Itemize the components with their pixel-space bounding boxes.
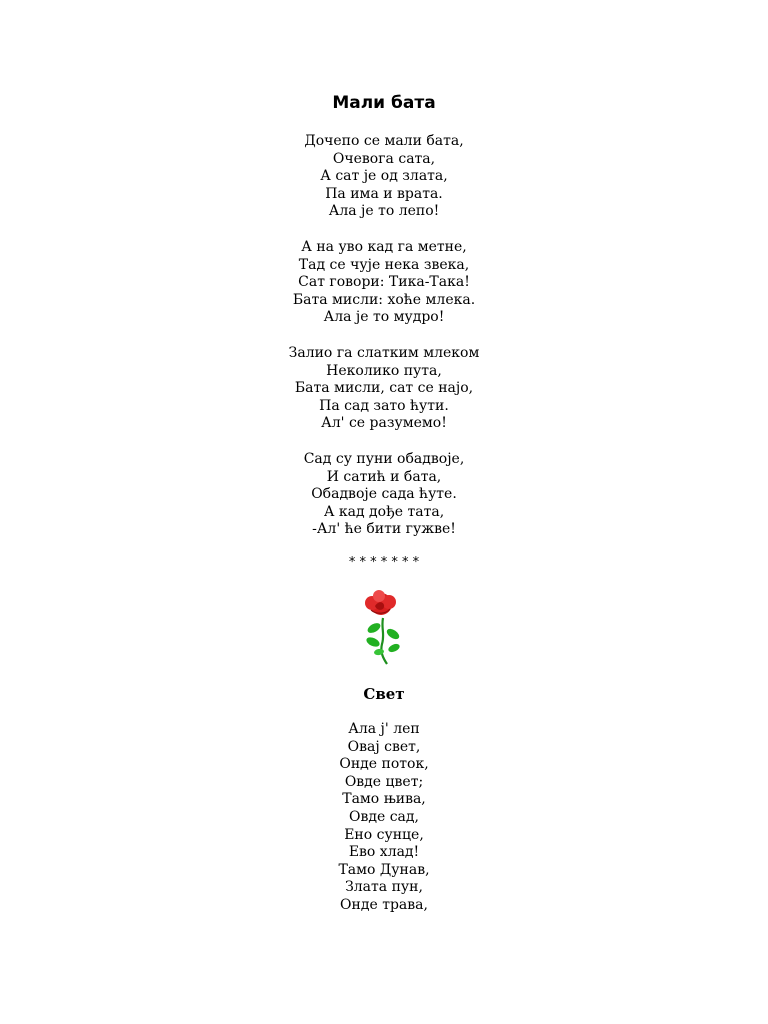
rose-icon	[357, 588, 409, 668]
poem-line: Очевога сата,	[332, 150, 436, 167]
poem-line: Па сад зато ћути.	[319, 397, 449, 414]
section-separator: * * * * * * *	[348, 555, 420, 570]
poem-title-mali-bata: Мали бата	[332, 93, 436, 113]
poem-line: Тад се чује нека звека,	[298, 256, 470, 273]
poem-stanza-3	[0, 345, 768, 433]
poem-line: Обадвоје сада ћуте.	[311, 486, 457, 503]
poem-line: Онде трава,	[340, 896, 428, 913]
poem-line: Неколико пута,	[326, 362, 442, 379]
poem-stanza-1	[0, 133, 768, 221]
poem-line: Ала је то мудро!	[323, 309, 445, 326]
poem-line: И сатић и бата,	[326, 468, 442, 485]
poem-line: Па има и врата.	[325, 185, 443, 202]
poem-line: А кад дође тата,	[323, 503, 445, 520]
poem-title-svet: Свет	[363, 685, 405, 703]
poem-line: Ено сунце,	[344, 826, 424, 843]
poem-line: -Ал' ће бити гужве!	[312, 521, 456, 538]
poem-stanza-svet	[0, 721, 768, 915]
poem-line: Ал' се разумемо!	[321, 415, 447, 432]
poem-line: Овај свет,	[347, 738, 421, 755]
poem-line: Онде поток,	[339, 756, 429, 773]
poem-line: Ала је то лепо!	[328, 203, 440, 220]
poem-stanza-2	[0, 239, 768, 327]
poem-line: Тамо Дунав,	[338, 861, 430, 878]
poem-stanza-4	[0, 451, 768, 539]
poem-line: Сад су пуни обадвоје,	[303, 451, 465, 467]
poem-line: Тамо њива,	[342, 791, 426, 808]
poem-line: Овде сад,	[349, 808, 419, 825]
poem-line: Дочепо се мали бата,	[304, 133, 464, 149]
poem-line: Бата мисли, сат се најо,	[294, 380, 474, 397]
poem-line: Злата пун,	[345, 879, 423, 896]
poem-line: Ала ј' леп	[348, 721, 420, 737]
poem-line: Овде цвет;	[344, 773, 424, 790]
poem-line: А на уво кад га метне,	[301, 239, 467, 255]
poem-line: Бата мисли: хоће млека.	[292, 291, 476, 308]
poem-line: Ево хлад!	[348, 844, 420, 861]
poem-line: Сат говори: Тика-Така!	[298, 274, 470, 291]
poem-line: А сат је од злата,	[320, 168, 448, 185]
poem-line: Залио га слатким млеком	[288, 345, 480, 361]
